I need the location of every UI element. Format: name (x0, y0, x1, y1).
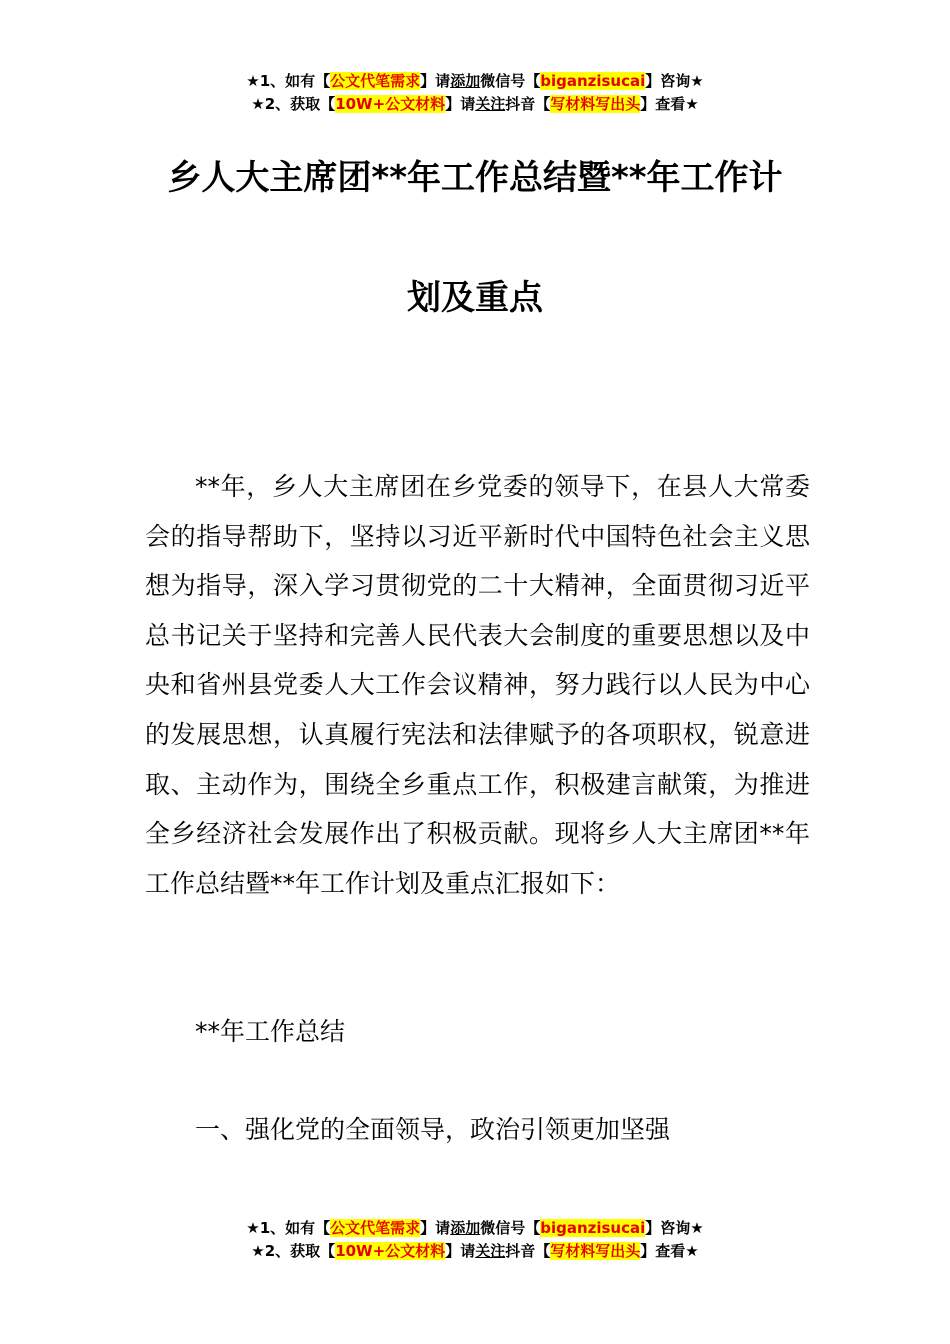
banner-highlight: 10W+公文材料 (335, 95, 446, 113)
banner-underlined: 添加 (450, 72, 481, 90)
banner-underlined: 关注 (475, 1242, 506, 1260)
banner-highlight: 公文代笔需求 (330, 1219, 421, 1237)
banner-highlight: biganzisucai (540, 1219, 646, 1237)
section-heading-one: 一、强化党的全面领导，政治引领更加坚强 (195, 1115, 671, 1144)
banner-line-2 (0, 1240, 950, 1263)
banner-highlight: biganzisucai (540, 72, 646, 90)
banner-highlight: 公文代笔需求 (330, 72, 421, 90)
banner-text: 微信号【 (480, 1219, 541, 1237)
banner-highlight: 写材料写出头 (550, 1242, 641, 1260)
banner-text: 】咨询★ (645, 72, 704, 90)
banner-text: 】查看★ (640, 1242, 699, 1260)
banner-underlined: 添加 (450, 1219, 481, 1237)
banner-highlight: 10W+公文材料 (335, 1242, 446, 1260)
banner-text: 微信号【 (480, 72, 541, 90)
intro-paragraph: **年，乡人大主席团在乡党委的领导下，在县人大常委会的指导帮助下，坚持以习近平新时代中国特色社会主义思想为指导，深入学习贯彻党的二十大精神，全面贯彻习近平总书记关于坚持和完善人民代表大会制度的重要思想以及中央和省州县党委人大工作会议精神，努力践行以人民为中心的发展思想，认真履行宪法和法律赋予的各项职权，锐意进取、主动作为，围绕全乡重点工作，积极建言献策，为推进全乡经济社会发展作出了积极贡献。现将乡人大主席团**年工作总结暨**年工作计划及重点汇报如下： (145, 472, 810, 898)
banner-text: 】查看★ (640, 95, 699, 113)
banner-line-1 (0, 1217, 950, 1240)
banner-line-1 (0, 70, 950, 93)
banner-underlined: 关注 (475, 95, 506, 113)
banner-text: 】请 (445, 1242, 476, 1260)
banner-text: 抖音【 (505, 95, 551, 113)
banner-line-2 (0, 93, 950, 116)
footer-banner (0, 1217, 950, 1263)
header-banner (0, 70, 950, 116)
banner-text: 】请 (445, 95, 476, 113)
document-title-line-1: 乡人大主席团**年工作总结暨**年工作计 (167, 158, 783, 198)
banner-text: ★2、获取【 (251, 1242, 336, 1260)
banner-text: ★1、如有【 (246, 1219, 331, 1237)
banner-text: 】请 (420, 72, 451, 90)
section-heading-year-summary: **年工作总结 (195, 1017, 346, 1046)
banner-text: ★2、获取【 (251, 95, 336, 113)
banner-text: 】咨询★ (645, 1219, 704, 1237)
document-title-line-2: 划及重点 (407, 278, 543, 318)
banner-text: ★1、如有【 (246, 72, 331, 90)
banner-highlight: 写材料写出头 (550, 95, 641, 113)
banner-text: 】请 (420, 1219, 451, 1237)
banner-text: 抖音【 (505, 1242, 551, 1260)
